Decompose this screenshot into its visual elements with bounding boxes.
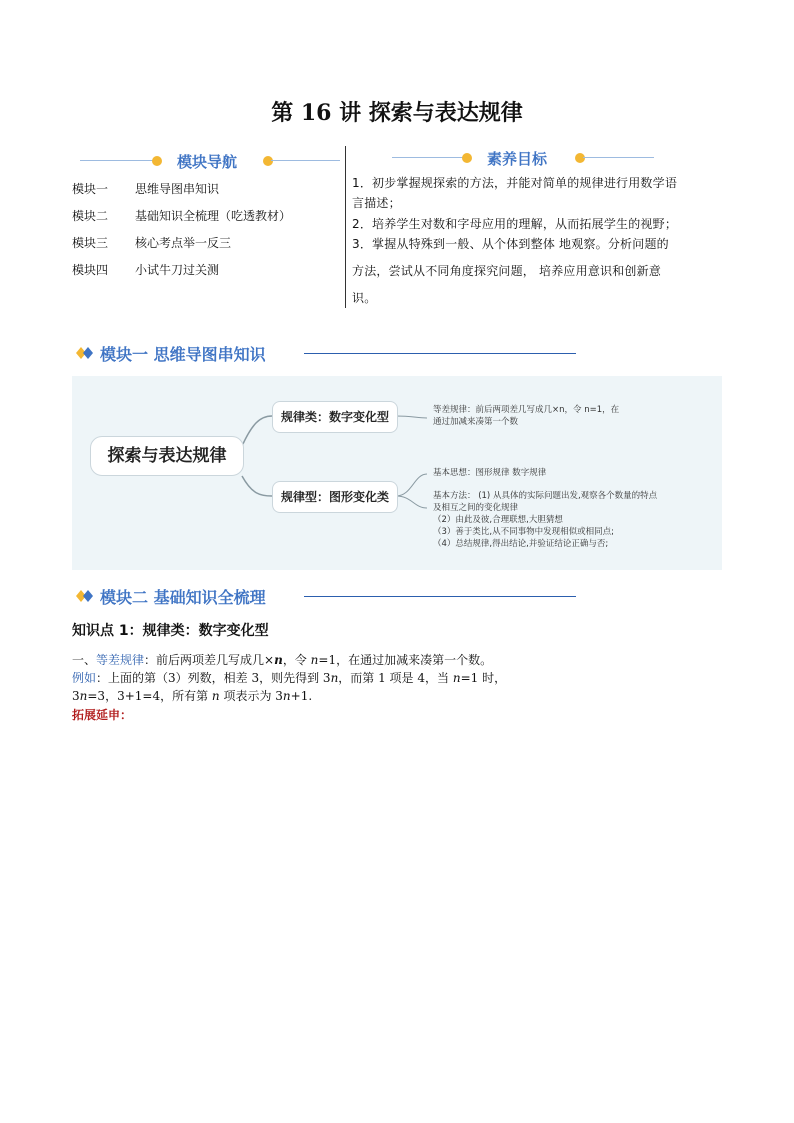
goal-1a: 1．初步掌握规探索的方法，并能对简单的规律进行用数学语 <box>352 176 678 190</box>
goals-header-label: 素养目标 <box>487 150 548 168</box>
rule-line: 一、等差规律：前后两项差几写成几×n，令 n=1，在通过加减来凑第一个数。 <box>72 653 493 667</box>
section-2-title: 模块二 基础知识全梳理 <box>100 588 266 607</box>
example-line-2: 3n=3，3+1=4，所有第 n 项表示为 3n+1. <box>72 689 313 703</box>
example-line: 例如：上面的第（3）列数，相差 3，则先得到 3n，而第 1 项是 4，当 n=1 时， <box>72 671 507 685</box>
mindmap-leaf: 通过加减来凑第一个数 <box>433 417 519 427</box>
mindmap-leaf: （2）由此及彼,合理联想,大胆猜想 <box>433 515 563 525</box>
page-title: 第 16 讲 探索与表达规律 <box>271 100 523 126</box>
goal-1b: 言描述； <box>352 196 401 210</box>
dot-icon <box>575 153 585 163</box>
diamond-icon <box>76 589 94 603</box>
dot-icon <box>152 156 162 166</box>
nav-header <box>80 151 340 171</box>
section-2-banner <box>76 585 576 607</box>
mindmap-branch-1: 规律类：数字变化型 <box>272 401 398 433</box>
goals-text <box>352 174 730 308</box>
mindmap-leaf: （4）总结规律,得出结论,并验证结论正确与否; <box>433 539 609 549</box>
mindmap-branch-2: 规律型：图形变化类 <box>272 481 398 513</box>
mindmap-leaf: 基本方法： (1) 从具体的实际问题出发,观察各个数量的特点 <box>433 491 658 501</box>
mindmap-leaf: 及相互之间的变化规律 <box>433 503 519 513</box>
nav-item-1: 模块一 思维导图串知识 <box>72 182 220 196</box>
goal-3a: 3．掌握从特殊到一般、从个体到整体 地观察。分析问题的 <box>352 237 669 251</box>
goal-3b: 方法，尝试从不同角度探究问题， 培养应用意识和创新意 <box>352 264 662 278</box>
nav-item-4: 模块四 小试牛刀过关测 <box>72 263 220 277</box>
extension-label: 拓展延申： <box>72 708 133 722</box>
goal-2: 2．培养学生对数和字母应用的理解，从而拓展学生的视野； <box>352 217 678 231</box>
nav-item-2: 模块二 基础知识全梳理（吃透教材） <box>72 209 292 223</box>
mindmap-leaf: （3）善于类比,从不同事物中发现相似或相同点; <box>433 527 614 537</box>
nav-header-label: 模块导航 <box>177 153 238 171</box>
section-1-title: 模块一 思维导图串知识 <box>100 345 266 364</box>
dot-icon <box>462 153 472 163</box>
knowledge-point-title: 知识点 1：规律类：数字变化型 <box>72 623 269 639</box>
section-1-banner <box>76 342 576 364</box>
column-divider <box>345 146 346 308</box>
goals-header <box>392 148 654 168</box>
dot-icon <box>263 156 273 166</box>
term-arithmetic-rule: 等差规律 <box>96 653 145 667</box>
mindmap-leaf: 基本思想：图形规律 数字规律 <box>433 468 547 478</box>
diamond-icon <box>76 346 94 360</box>
example-label: 例如 <box>72 671 97 685</box>
mindmap-leaf: 等差规律：前后两项差几写成几×n，令 n=1，在 <box>433 405 620 415</box>
goal-3c: 识。 <box>352 291 377 305</box>
mindmap-root: 探索与表达规律 <box>90 436 244 476</box>
nav-item-3: 模块三 核心考点举一反三 <box>72 236 232 250</box>
